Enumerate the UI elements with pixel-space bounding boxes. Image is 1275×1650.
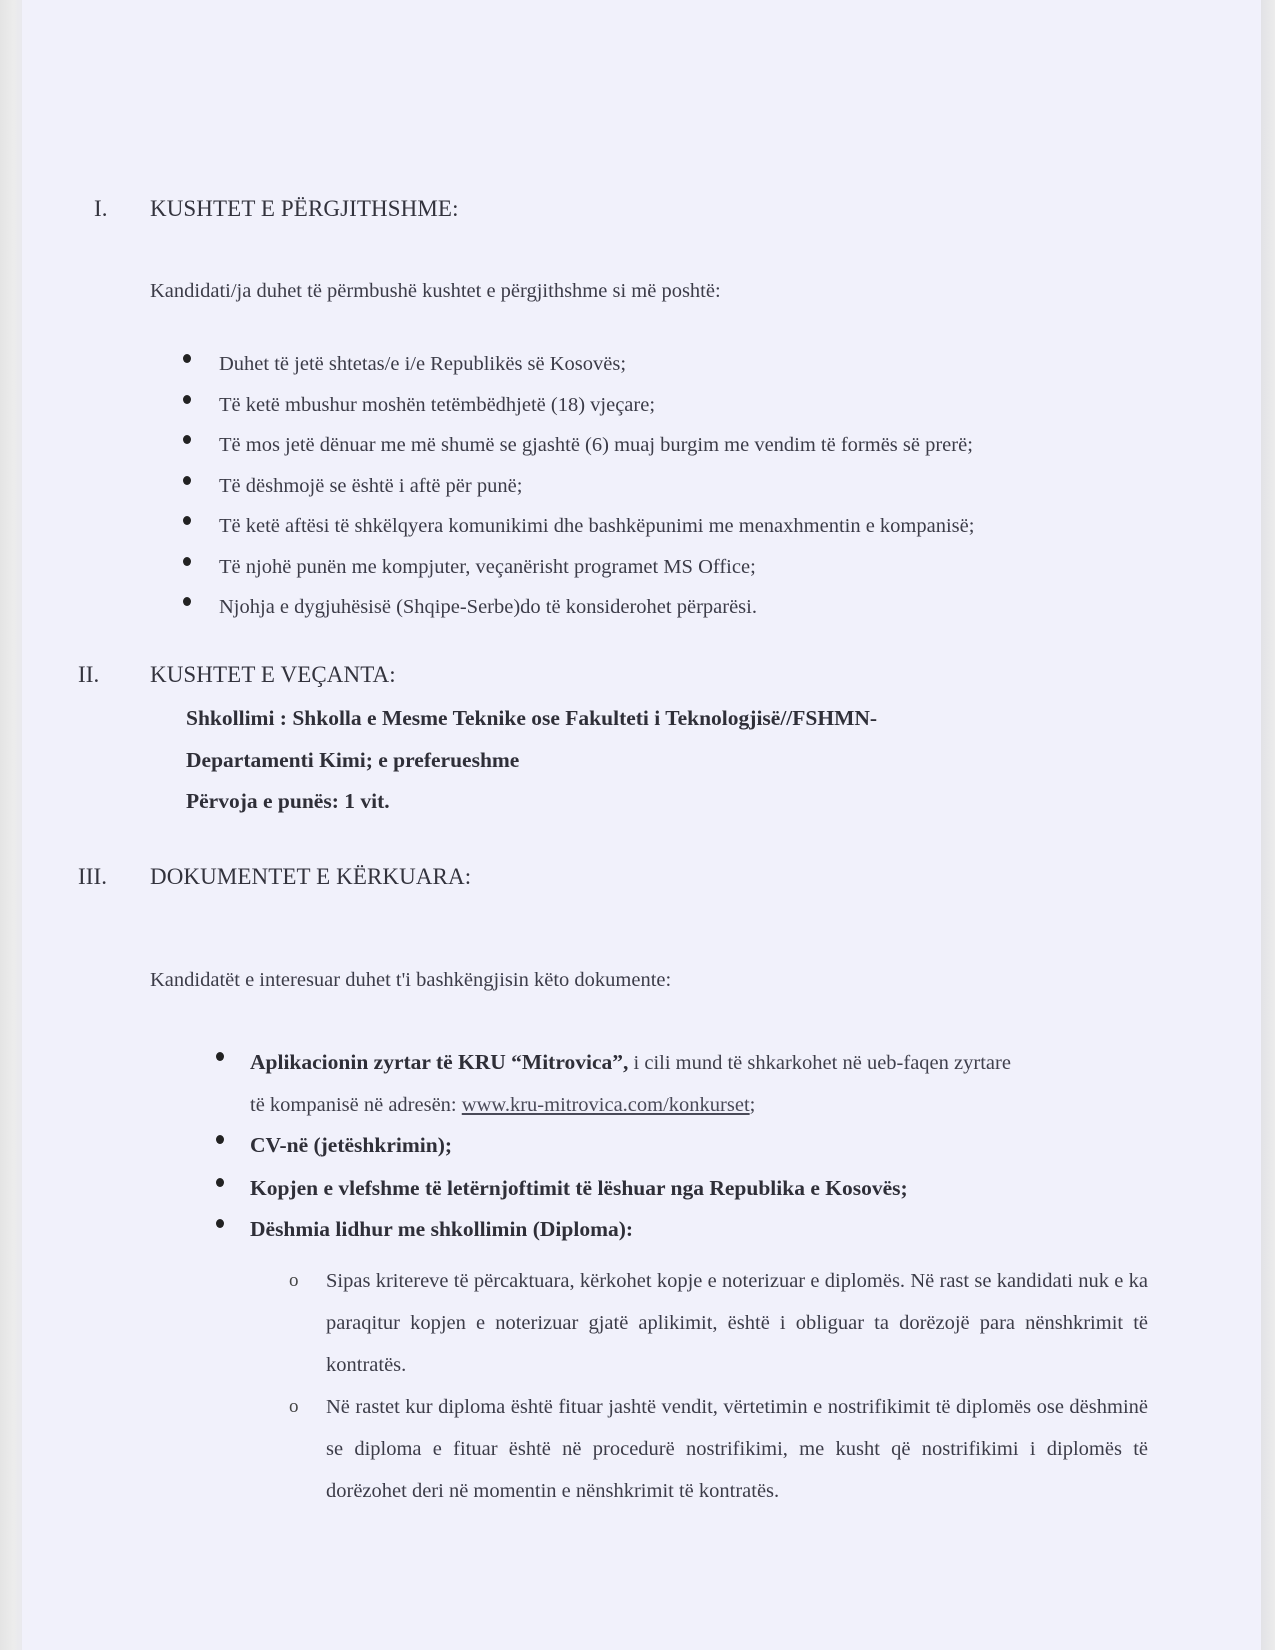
list-item: Të mos jetë dënuar me më shumë se gjashtë (6) muaj burgim me vendim të formës së prerë; <box>219 425 974 466</box>
bullet-icon <box>183 435 191 444</box>
section-intro: Kandidatët e interesuar duhet t'i bashkëngjisin këto dokumente: <box>150 969 672 991</box>
scan-edge-right <box>1261 0 1275 1650</box>
section-intro: Kandidati/ja duhet të përmbushë kushtet e përgjithshme si më poshtë: <box>150 280 721 302</box>
bullet-icon <box>183 354 191 363</box>
work-experience: Përvoja e punës: 1 vit. <box>186 789 390 813</box>
diploma-sub-list <box>289 1260 1148 1512</box>
bullet-icon <box>216 1052 224 1061</box>
bullet-icon <box>216 1135 224 1144</box>
section-title: KUSHTET E PËRGJITHSHME: <box>150 196 459 221</box>
education-requirement-cont: Departamenti Kimi; e preferueshme <box>186 748 520 772</box>
circle-bullet-icon: o <box>289 1396 299 1417</box>
sub-list-item: o Sipas kritereve të përcaktuara, kërkohet kopje e noterizuar e diplomës. Në rast se kandidati nuk e ka paraqitur kopjen e noterizuar gjatë aplikimit, është i obliguar ta dorëzojë para nënshkrimit të kontratës. <box>326 1260 1148 1386</box>
general-conditions-list <box>219 344 974 628</box>
list-item: Dëshmia lidhur me shkollimin (Diploma): <box>250 1208 1150 1251</box>
section-title: DOKUMENTET E KËRKUARA: <box>150 864 472 889</box>
sub-list-item: o Në rastet kur diploma është fituar jashtë vendit, vërtetimin e nostrifikimit të diplomës ose dëshminë se diploma e fituar është në procedurë nostrifikimi, me kusht që nostrifikimi i diplomës të dorëzohet deri në momentin e nënshkrimit të kontratës. <box>326 1386 1148 1512</box>
list-item: Të dëshmojë se është i aftë për punë; <box>219 466 974 507</box>
section-title: KUSHTET E VEÇANTA: <box>150 662 396 687</box>
list-item: Njohja e dygjuhësisë (Shqipe-Serbe)do të konsiderohet përparësi. <box>219 587 974 628</box>
konkurset-link[interactable]: www.kru-mitrovica.com/konkurset <box>461 1094 750 1116</box>
bullet-icon <box>183 557 191 566</box>
list-item: Të ketë aftësi të shkëlqyera komunikimi dhe bashkëpunimi me menaxhmentin e kompanisë; <box>219 506 974 547</box>
bullet-icon <box>216 1219 224 1228</box>
bullet-icon <box>183 597 191 606</box>
section-number: II. <box>78 662 100 687</box>
document-page <box>22 0 1261 1650</box>
scan-edge-left <box>0 0 22 1650</box>
list-item: CV-në (jetëshkrimin); <box>250 1124 1150 1167</box>
bullet-icon <box>216 1178 224 1187</box>
bullet-icon <box>183 476 191 485</box>
required-documents-list <box>250 1041 1150 1251</box>
list-item: Të ketë mbushur moshën tetëmbëdhjetë (18) vjeçare; <box>219 385 974 426</box>
education-requirement: Shkollimi : Shkolla e Mesme Teknike ose Fakulteti i Teknologjisë//FSHMN- <box>186 706 878 730</box>
circle-bullet-icon: o <box>289 1270 299 1291</box>
section-number: III. <box>78 864 108 889</box>
bullet-icon <box>183 516 191 525</box>
section-number: I. <box>94 196 108 221</box>
list-item: Kopjen e vlefshme të letërnjoftimit të lëshuar nga Republika e Kosovës; <box>250 1167 1150 1210</box>
list-item: Aplikacionin zyrtar të KRU “Mitrovica”, i cili mund të shkarkohet në ueb-faqen zyrtare të kompanisë në adresën: www.kru-mitrovica.com/konkurset; <box>250 1041 1150 1126</box>
bullet-icon <box>183 395 191 404</box>
list-item: Duhet të jetë shtetas/e i/e Republikës së Kosovës; <box>219 344 974 385</box>
list-item: Të njohë punën me kompjuter, veçanërisht programet MS Office; <box>219 547 974 588</box>
